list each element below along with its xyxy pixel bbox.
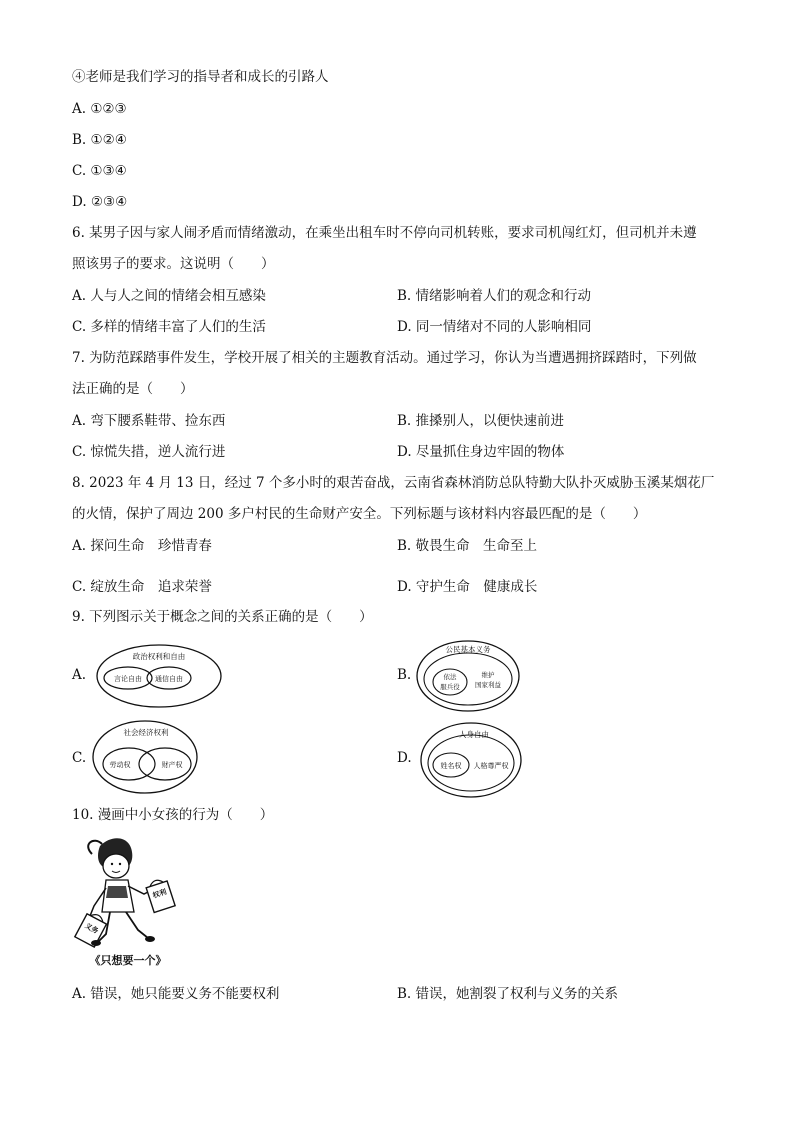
q7-option-a: A. 弯下腰系鞋带、捡东西 <box>72 413 226 429</box>
q8-stem-line1: 8. 2023 年 4 月 13 日，经过 7 个多小时的艰苦奋战，云南省森林消防总队特勤大队扑灭威胁玉溪某烟花厂 <box>72 475 715 491</box>
q9-option-c-letter: C. <box>72 750 87 766</box>
q5-option-a: A. ①②③ <box>72 101 127 117</box>
q7-stem-line2: 法正确的是（ ） <box>72 381 194 397</box>
q10-option-b: B. 错误，她割裂了权利与义务的关系 <box>397 986 619 1002</box>
q9-diagram-a <box>94 642 224 710</box>
q8-option-d: D. 守护生命 健康成长 <box>397 579 538 595</box>
q9-stem: 9. 下列图示关于概念之间的关系正确的是（ ） <box>72 609 373 625</box>
q6-option-d: D. 同一情绪对不同的人影响相同 <box>397 319 592 335</box>
q6-option-b: B. 情绪影响着人们的观念和行动 <box>397 288 592 304</box>
q9-b-left-label-2: 服兵役 <box>440 683 460 691</box>
q8-option-a: A. 探问生命 珍惜青春 <box>72 538 212 554</box>
q5-option-c: C. ①③④ <box>72 163 127 179</box>
q9-b-outer-label: 公民基本义务 <box>445 645 491 654</box>
q9-a-left-label: 言论自由 <box>114 675 142 683</box>
q9-a-right-label: 通信自由 <box>155 675 183 683</box>
q8-option-b: B. 敬畏生命 生命至上 <box>397 538 538 554</box>
q9-b-left-label-1: 依法 <box>443 673 457 681</box>
q7-stem-line1: 7. 为防范踩踏事件发生，学校开展了相关的主题教育活动。通过学习，你认为当遭遇拥挤踩踏时，下列做 <box>72 350 697 366</box>
q9-option-d-letter: D. <box>397 750 412 766</box>
q9-diagram-b <box>414 638 522 714</box>
q10-bag-right-label: 权利 <box>151 886 168 900</box>
q9-option-b-letter: B. <box>397 667 412 683</box>
q7-option-d: D. 尽量抓住身边牢固的物体 <box>397 444 565 460</box>
q9-option-a-letter: A. <box>72 667 87 683</box>
q10-stem: 10. 漫画中小女孩的行为（ ） <box>72 807 274 823</box>
q9-c-right-label: 财产权 <box>161 761 183 769</box>
q10-cartoon-caption: 《只想要一个》 <box>89 954 167 967</box>
q9-diagram-d <box>418 720 524 800</box>
q8-option-c: C. 绽放生命 追求荣誉 <box>72 579 212 595</box>
q5-item-4: ④老师是我们学习的指导者和成长的引路人 <box>72 69 329 85</box>
q9-b-right-label-1: 维护 <box>481 671 495 679</box>
q9-d-right-label: 人格尊严权 <box>473 762 509 770</box>
q6-stem-line1: 6. 某男子因与家人闹矛盾而情绪激动，在乘坐出租车时不停向司机转账，要求司机闯红灯，但司机并未遵 <box>72 225 697 241</box>
q9-a-outer-label: 政治权利和自由 <box>132 652 186 661</box>
q9-d-outer-label: 人身自由 <box>459 730 489 739</box>
q9-diagram-c <box>90 718 200 796</box>
q10-option-a: A. 错误，她只能要义务不能要权利 <box>72 986 280 1002</box>
q10-bag-left-label: 义务 <box>83 920 101 936</box>
q6-option-a: A. 人与人之间的情绪会相互感染 <box>72 288 266 304</box>
q5-option-d: D. ②③④ <box>72 194 128 210</box>
q8-stem-line2: 的火情，保护了周边 200 多户村民的生命财产安全。下列标题与该材料内容最匹配的是（ ） <box>72 506 647 522</box>
q6-stem-line2: 照该男子的要求。这说明（ ） <box>72 256 275 272</box>
q7-option-b: B. 推搡别人，以便快速前进 <box>397 413 565 429</box>
q9-b-right-label-2: 国家利益 <box>475 681 501 689</box>
q9-c-left-label: 劳动权 <box>109 761 131 769</box>
q5-option-b: B. ①②④ <box>72 132 127 148</box>
q6-option-c: C. 多样的情绪丰富了人们的生活 <box>72 319 266 335</box>
q10-cartoon <box>72 834 192 972</box>
q7-option-c: C. 惊慌失措，逆人流行进 <box>72 444 226 460</box>
q9-d-left-label: 姓名权 <box>440 762 462 770</box>
q9-c-outer-label: 社会经济权利 <box>123 728 169 737</box>
